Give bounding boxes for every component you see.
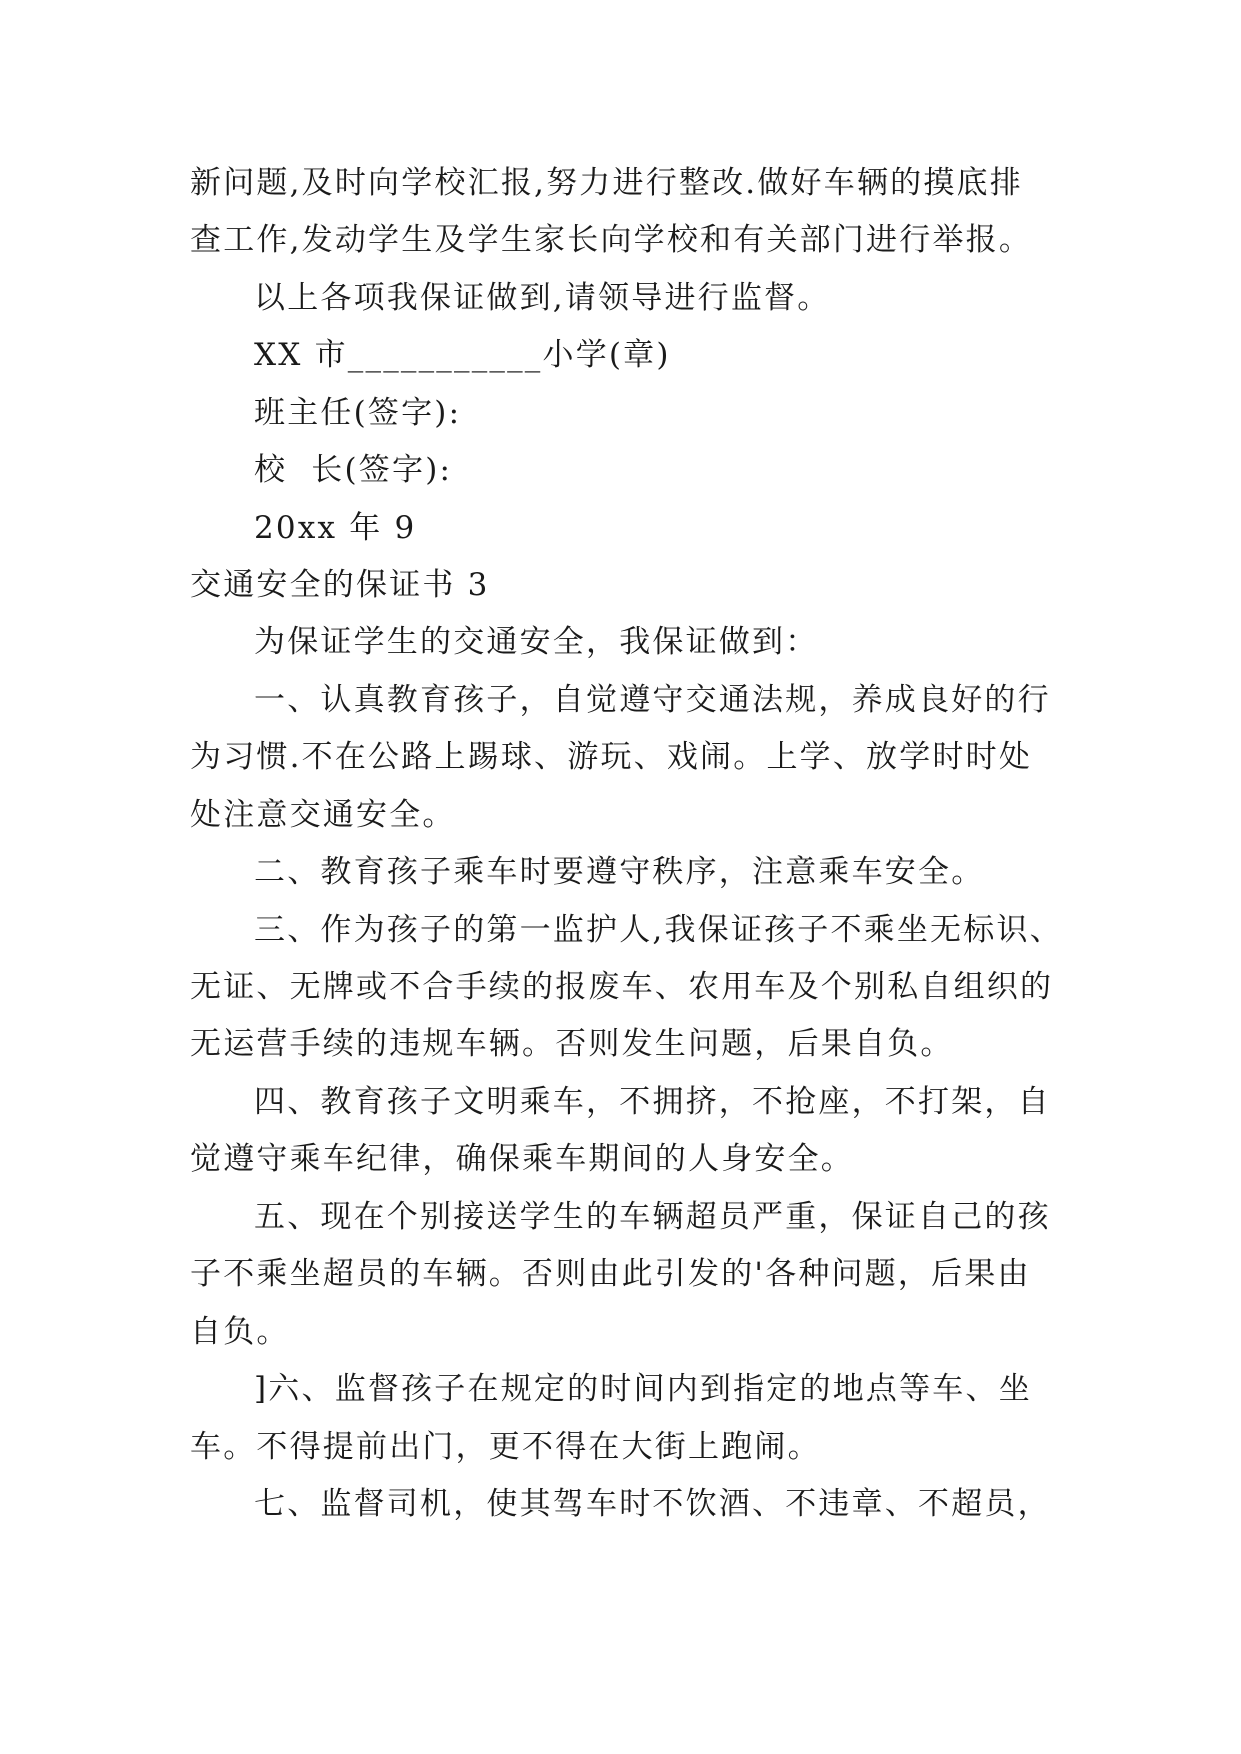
text-line: 查工作,发动学生及学生家长向学校和有关部门进行举报。: [190, 222, 1033, 258]
text-line: 车。不得提前出门，更不得在大街上跑闹。: [190, 1429, 821, 1465]
text-line: 自负。: [190, 1314, 290, 1350]
section-title: 交通安全的保证书 3: [190, 567, 490, 603]
text-line: 子不乘坐超员的车辆。否则由此引发的'各种问题，后果由: [190, 1256, 1031, 1292]
teacher-signature-line: 班主任(签字):: [254, 395, 462, 431]
text-line: 七、监督司机，使其驾车时不饮酒、不违章、不超员，: [254, 1486, 1051, 1522]
text-line: 二、教育孩子乘车时要遵守秩序，注意乘车安全。: [254, 854, 985, 890]
text-line: 无运营手续的违规车辆。否则发生问题，后果自负。: [190, 1026, 954, 1062]
date-line: 20xx 年 9: [254, 510, 417, 546]
text-line: 五、现在个别接送学生的车辆超员严重，保证自己的孩: [254, 1199, 1051, 1235]
text-line: 一、认真教育孩子，自觉遵守交通法规，养成良好的行: [254, 682, 1051, 718]
text-line: 无证、无牌或不合手续的报废车、农用车及个别私自组织的: [190, 969, 1054, 1005]
principal-signature-line: 校 长(签字):: [254, 452, 453, 488]
text-line: 处注意交通安全。: [190, 797, 456, 833]
text-line: 为保证学生的交通安全，我保证做到：: [254, 624, 819, 660]
text-line: 觉遵守乘车纪律，确保乘车期间的人身安全。: [190, 1141, 854, 1177]
school-stamp-line: XX 市___________小学(章): [254, 337, 671, 373]
text-line: 新问题,及时向学校汇报,努力进行整改.做好车辆的摸底排: [190, 165, 1023, 201]
text-line: 以上各项我保证做到,请领导进行监督。: [254, 280, 831, 316]
text-line: 三、作为孩子的第一监护人,我保证孩子不乘坐无标识、: [254, 912, 1063, 948]
text-line: ]六、监督孩子在规定的时间内到指定的地点等车、坐: [254, 1371, 1032, 1407]
text-line: 四、教育孩子文明乘车，不拥挤，不抢座，不打架，自: [254, 1084, 1051, 1120]
text-line: 为习惯.不在公路上踢球、游玩、戏闹。上学、放学时时处: [190, 739, 1033, 775]
